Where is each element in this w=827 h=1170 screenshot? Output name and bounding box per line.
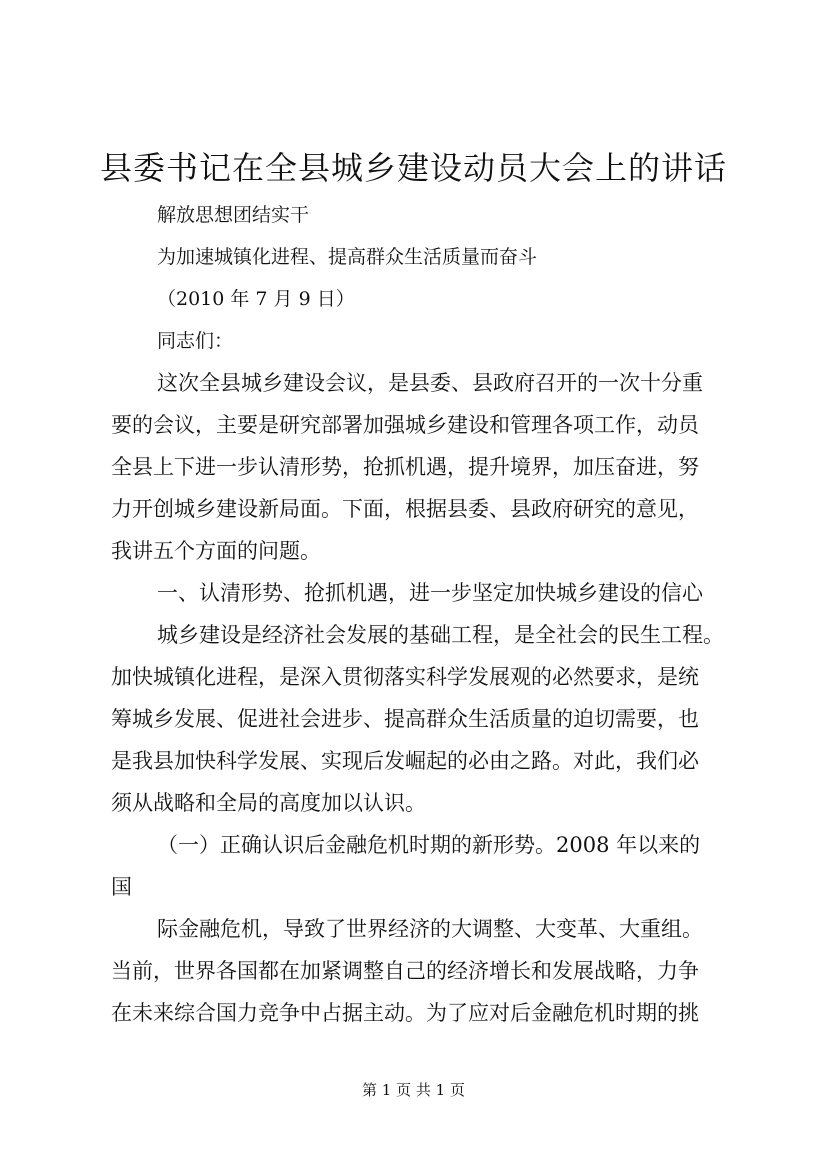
paragraph-line: 城乡建设是经济社会发展的基础工程，是全社会的民生工程。 — [157, 623, 724, 647]
paragraph-line: 力开创城乡建设新局面。下面，根据县委、县政府研究的意见， — [111, 497, 699, 521]
paragraph-line: 际金融危机，导致了世界经济的大调整、大变革、大重组。 — [157, 917, 703, 941]
subtitle-line-2: 为加速城镇化进程、提高群众生活质量而奋斗 — [157, 246, 538, 268]
speech-date: （2010 年 7 月 9 日） — [157, 288, 355, 310]
page-title: 县委书记在全县城乡建设动员大会上的讲话 — [99, 149, 727, 187]
paragraph-line: 这次全县城乡建设会议，是县委、县政府召开的一次十分重 — [157, 371, 703, 395]
section-heading: 一、认清形势、抢抓机遇，进一步坚定加快城乡建设的信心 — [157, 581, 703, 605]
paragraph-line: 是我县加快科学发展、实现后发崛起的必由之路。对此，我们必 — [111, 749, 699, 773]
paragraph-line: 当前，世界各国都在加紧调整自己的经济增长和发展战略，力争 — [111, 959, 699, 983]
paragraph-line: 须从战略和全局的高度加以认识。 — [111, 791, 426, 815]
paragraph-line: （一）正确认识后金融危机时期的新形势。2008 年以来的 — [157, 833, 701, 857]
page-footer: 第 1 页 共 1 页 — [362, 1081, 465, 1099]
paragraph-line: 全县上下进一步认清形势，抢抓机遇，提升境界，加压奋进，努 — [111, 455, 699, 479]
paragraph-line: 国 — [111, 875, 132, 899]
paragraph-line: 加快城镇化进程，是深入贯彻落实科学发展观的必然要求，是统 — [111, 665, 699, 689]
paragraph-line: 在未来综合国力竞争中占据主动。为了应对后金融危机时期的挑 — [111, 1001, 699, 1025]
salutation: 同志们： — [157, 330, 234, 352]
subtitle-line-1: 解放思想团结实干 — [157, 204, 310, 226]
paragraph-line: 筹城乡发展、促进社会进步、提高群众生活质量的迫切需要，也 — [111, 707, 699, 731]
paragraph-line: 要的会议，主要是研究部署加强城乡建设和管理各项工作，动员 — [111, 413, 699, 437]
paragraph-line: 我讲五个方面的问题。 — [111, 539, 321, 563]
